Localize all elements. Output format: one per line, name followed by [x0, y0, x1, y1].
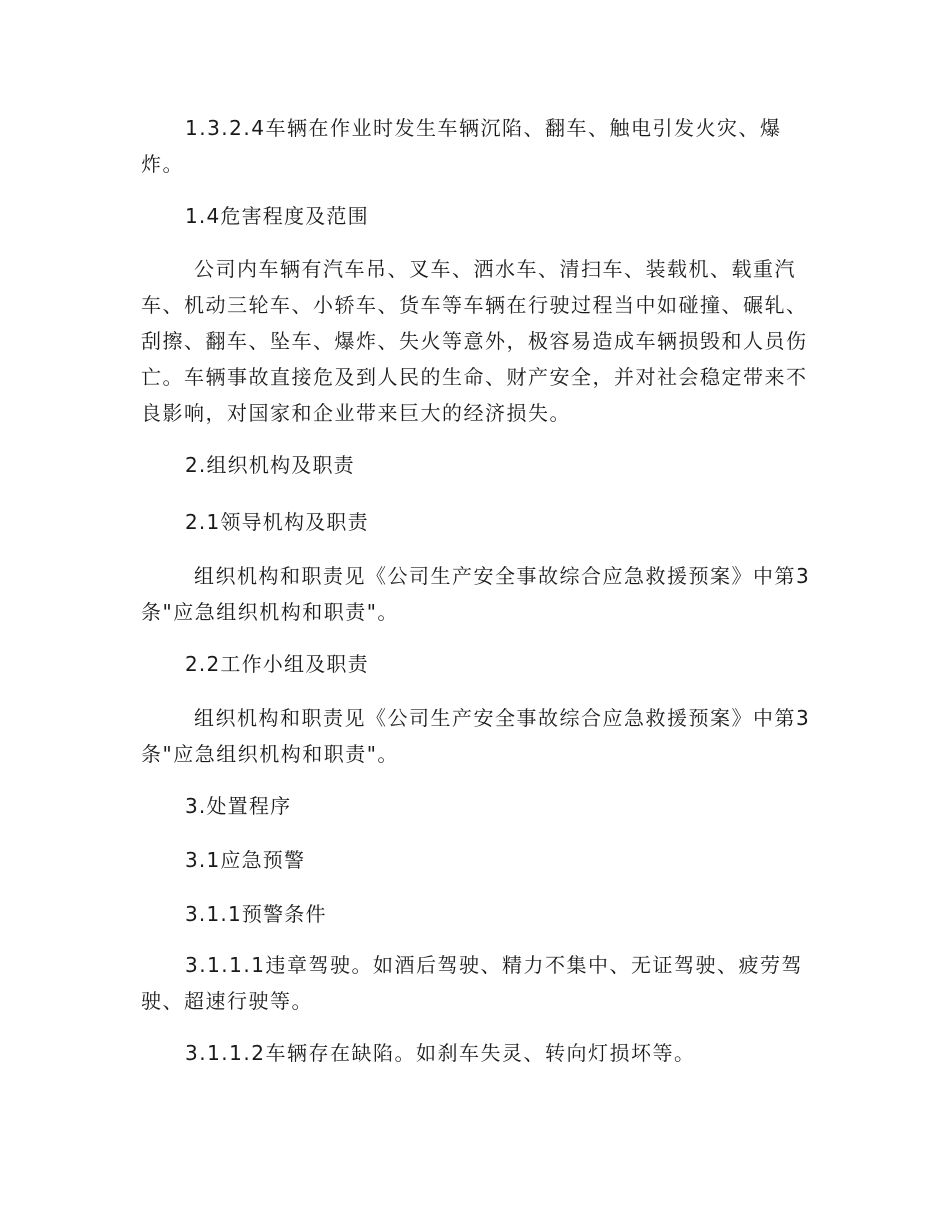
- paragraph-3-1-1-2: 3.1.1.2车辆存在缺陷。如刹车失灵、转向灯损坏等。: [185, 1041, 696, 1065]
- paragraph-2-1-body: 组织机构和职责见《公司生产安全事故综合应急救援预案》中第3条"应急组织机构和职责"。: [141, 564, 811, 624]
- heading-1-4: 1.4危害程度及范围: [185, 204, 369, 228]
- paragraph-2-2-body: 组织机构和职责见《公司生产安全事故综合应急救援预案》中第3条"应急组织机构和职责"。: [141, 706, 811, 766]
- heading-3-1: 3.1应急预警: [185, 848, 306, 872]
- heading-3: 3.处置程序: [185, 794, 292, 818]
- heading-2-1: 2.1领导机构及职责: [185, 510, 369, 534]
- heading-2-2: 2.2工作小组及职责: [185, 652, 369, 676]
- paragraph-3-1-1-1: 3.1.1.1违章驾驶。如酒后驾驶、精力不集中、无证驾驶、疲劳驾驶、超速行驶等。: [141, 953, 803, 1013]
- heading-3-1-1: 3.1.1预警条件: [185, 902, 327, 926]
- paragraph-1-3-2-4: 1.3.2.4车辆在作业时发生车辆沉陷、翻车、触电引发火灾、爆炸。: [141, 116, 782, 176]
- heading-2: 2.组织机构及职责: [185, 453, 355, 477]
- paragraph-hazard-scope: 公司内车辆有汽车吊、叉车、洒水车、清扫车、装载机、载重汽车、机动三轮车、小轿车、货车等车辆在行驶过程当中如碰撞、碾轧、刮擦、翻车、坠车、爆炸、失火等意外，极容易造成车辆损毁和人员伤亡。车辆事故直接危及到人民的生命、财产安全，并对社会稳定带来不良影响，对国家和企业带来巨大的经济损失。: [141, 257, 808, 425]
